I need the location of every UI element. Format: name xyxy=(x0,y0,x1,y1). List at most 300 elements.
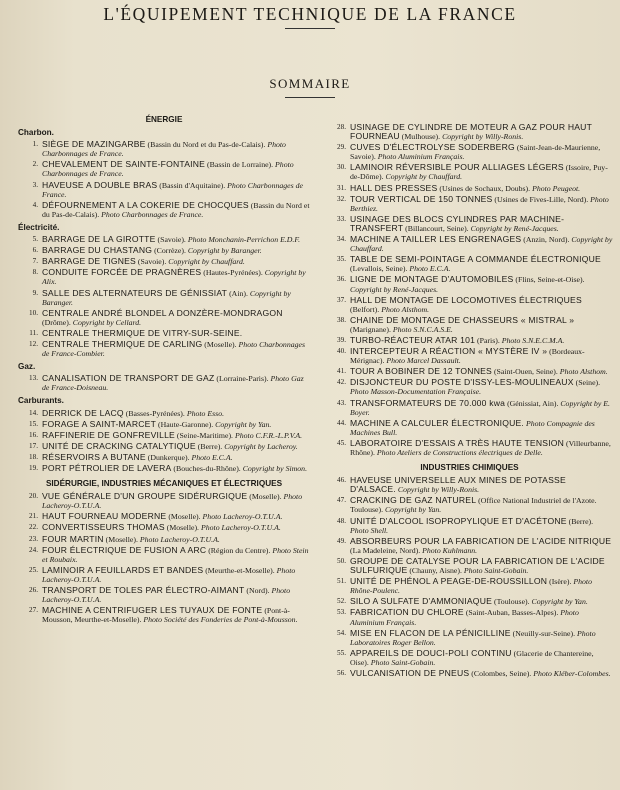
entry-credit: Photo Alsthom. xyxy=(381,304,430,314)
entry-location: (Moselle). xyxy=(166,512,203,522)
entry-number: 20. xyxy=(29,492,38,501)
entry-title: HAVEUSE UNIVERSELLE AUX MINES DE POTASSE D'ALSACE. xyxy=(350,475,566,495)
entry-title: CHAINE DE MONTAGE DE CHASSEURS « MISTRAL » xyxy=(350,314,575,325)
toc-entry xyxy=(18,546,310,564)
entry-text xyxy=(42,409,310,418)
entry-text xyxy=(350,296,613,314)
entry-location: (Basses-Pyrénées). xyxy=(123,408,187,418)
toc-entry xyxy=(326,123,613,141)
toc-entry xyxy=(18,512,310,521)
toc-entry xyxy=(326,496,613,514)
entry-number: 49. xyxy=(337,536,346,545)
entry-number: 27. xyxy=(29,606,38,615)
toc-entry xyxy=(18,329,310,338)
entry-location: (Moselle). xyxy=(247,492,284,502)
entry-title: UNITÉ DE PHÉNOL A PEAGE-DE-ROUSSILLON xyxy=(350,576,548,587)
entry-location: (Moselle). xyxy=(164,523,201,533)
entry-credit: Photo Saint-Gobain. xyxy=(370,657,436,667)
entry-location: (Berre). xyxy=(566,516,594,526)
entry-text xyxy=(42,181,310,199)
entry-text xyxy=(350,537,613,555)
entry-location: (La Madeleine, Nord). xyxy=(350,545,423,555)
entry-title: FOUR ÉLECTRIQUE DE FUSION A ARC xyxy=(42,544,207,555)
entry-title: TOUR A BOBINER DE 12 TONNES xyxy=(350,366,492,377)
entry-number: 36. xyxy=(337,275,346,284)
entry-title: FORAGE A SAINT-MARCET xyxy=(42,418,157,429)
entry-title: UNITÉ D'ALCOOL ISOPROPYLIQUE ET D'ACÉTONE xyxy=(350,515,567,526)
toc-entry xyxy=(326,195,613,213)
entry-title: PORT PÉTROLIER DE LAVERA xyxy=(42,463,172,473)
entry-text xyxy=(350,496,613,514)
entry-credit: Copyright by Alix. xyxy=(42,268,306,287)
category-heading: Électricité. xyxy=(18,222,60,232)
entry-title: MACHINE A TAILLER LES ENGRENAGES xyxy=(350,234,522,245)
entry-number: 52. xyxy=(337,597,346,606)
entry-number: 7. xyxy=(32,257,38,266)
toc-entry xyxy=(326,476,613,494)
entry-location: (Moselle). xyxy=(202,339,239,349)
entry-credit: Photo Charbonnages de France. xyxy=(101,209,204,219)
page-title: L'ÉQUIPEMENT TECHNIQUE DE LA FRANCE xyxy=(103,4,517,24)
entry-title: APPAREILS DE DOUCI-POLI CONTINU xyxy=(350,647,512,658)
entry-text xyxy=(42,340,310,358)
toc-entry xyxy=(326,215,613,233)
entry-credit: Photo Stein et Roubaix. xyxy=(42,545,309,564)
entry-location: (Moselle). xyxy=(103,534,140,544)
entry-text xyxy=(350,347,613,365)
entry-credit: Photo Lacheroy-O.T.U.A. xyxy=(139,534,220,544)
entry-credit: Copyright by Yan. xyxy=(531,597,588,607)
toc-entry xyxy=(326,143,613,161)
entry-title: HAUT FOURNEAU MODERNE xyxy=(42,511,167,522)
entry-title: DERRICK DE LACQ xyxy=(42,407,124,418)
entry-title: BARRAGE DE TIGNES xyxy=(42,256,136,267)
entry-credit: Copyright by Lacheroy. xyxy=(224,441,298,451)
entry-text xyxy=(42,512,310,521)
entry-number: 2. xyxy=(32,160,38,169)
entry-title: CUVES D'ÉLECTROLYSE SODERBERG xyxy=(350,142,515,153)
entry-number: 4. xyxy=(32,200,38,209)
entry-number: 50. xyxy=(337,556,346,565)
entry-location: (Usines de Fives-Lille, Nord). xyxy=(492,194,591,204)
entry-title: RAFFINERIE DE GONFREVILLE xyxy=(42,429,175,440)
entry-title: USINAGE DES BLOCS CYLINDRES PAR MACHINE-TRANSFERT xyxy=(350,213,565,233)
entry-location: (Hautes-Pyrénées). xyxy=(201,268,265,278)
entry-number: 19. xyxy=(29,464,38,472)
toc-entry xyxy=(18,586,310,604)
entry-title: LIGNE DE MONTAGE D'AUTOMOBILES xyxy=(350,274,514,285)
toc-entry xyxy=(326,577,613,595)
entry-credit: Photo Monchanin-Perrichon E.D.F. xyxy=(187,235,301,245)
entry-title: DÉFOURNEMENT A LA COKERIE DE CHOCQUES xyxy=(42,199,249,210)
entry-credit: Photo Compagnie des Machines Bull. xyxy=(350,418,595,437)
entry-title: SILO A SULFATE D'AMMONIAQUE xyxy=(350,596,493,607)
entry-text xyxy=(350,184,613,193)
toc-entry xyxy=(326,235,613,253)
entry-location: (Haute-Garonne). xyxy=(156,419,216,429)
entry-location: (Bassin de Lorraine). xyxy=(205,160,276,170)
entry-number: 18. xyxy=(29,452,38,461)
entry-location: (Glacerie de Chantereine, Oise). xyxy=(350,648,594,667)
entry-location: (Bouches-du-Rhône). xyxy=(171,464,243,473)
entry-number: 42. xyxy=(337,378,346,387)
entry-text xyxy=(42,606,310,624)
toc-entry xyxy=(18,442,310,451)
entry-text xyxy=(42,201,310,219)
entry-number: 46. xyxy=(337,476,346,485)
entry-title: FABRICATION DU CHLORE xyxy=(350,607,464,618)
entry-text xyxy=(42,420,310,429)
entry-title: TURBO-RÉACTEUR ATAR 101 xyxy=(350,334,476,345)
entry-title: HAVEUSE A DOUBLE BRAS xyxy=(42,179,158,190)
entry-text xyxy=(350,316,613,334)
entry-location: (Lorraine-Paris). xyxy=(214,374,271,384)
entry-text xyxy=(350,608,613,626)
entry-text xyxy=(350,669,613,678)
entry-number: 53. xyxy=(337,608,346,617)
toc-entry xyxy=(326,597,613,606)
entry-credit: Photo Société des Fonderies de Pont-à-Mousson. xyxy=(143,615,298,625)
entry-text xyxy=(350,367,613,376)
entry-title: GROUPE DE CATALYSE POUR LA FABRICATION DE L'ACIDE SULFURIQUE xyxy=(350,555,605,576)
entry-number: 11. xyxy=(29,328,38,337)
entry-text xyxy=(350,235,613,253)
entry-credit: Photo Rhône-Poulenc. xyxy=(350,577,592,596)
entry-title: SIÈGE DE MAZINGARBE xyxy=(42,139,146,150)
left-column xyxy=(18,115,310,626)
entry-text xyxy=(350,163,613,181)
entry-text xyxy=(350,577,613,595)
entry-credit: Photo C.F.R.-L.P.V.A. xyxy=(234,430,303,440)
entry-location: (Office National Industriel de l'Azote. Toulouse). xyxy=(350,496,597,515)
entry-title: INTERCEPTEUR A RÉACTION « MYSTÈRE IV » xyxy=(350,346,548,357)
section-heading-energie: ÉNERGIE xyxy=(145,115,183,124)
toc-entry xyxy=(18,181,310,199)
entry-text xyxy=(42,535,310,544)
entry-number: 14. xyxy=(29,408,38,417)
entry-title: HALL DES PRESSES xyxy=(350,182,438,193)
entry-text xyxy=(350,123,613,141)
entry-credit: Photo Masson-Documentation Française. xyxy=(350,387,482,397)
entry-title: DISJONCTEUR DU POSTE D'ISSY-LES-MOULINEAUX xyxy=(350,377,574,388)
entry-title: VUE GÉNÉRALE D'UN GROUPE SIDÉRURGIQUE xyxy=(42,491,248,502)
entry-number: 13. xyxy=(29,374,38,383)
entry-location: (Neuilly-sur-Seine). xyxy=(510,628,577,638)
toc-entry xyxy=(18,453,310,462)
entry-credit: Copyright by E. Boyer. xyxy=(350,398,610,417)
entry-location: (Colombes, Seine). xyxy=(469,668,534,678)
title-rule xyxy=(285,28,335,29)
toc-entry xyxy=(326,669,613,678)
entry-title: TRANSPORT DE TOLES PAR ÉLECTRO-AIMANT xyxy=(42,585,245,596)
entry-location: (Corrèze). xyxy=(152,246,188,256)
entry-location: (Dunkerque). xyxy=(145,452,192,462)
entry-text xyxy=(350,378,613,396)
entry-title: LAMINOIR A FEUILLARDS ET BANDES xyxy=(42,564,204,575)
entry-text xyxy=(42,140,310,158)
entry-location: (Meurthe-et-Moselle). xyxy=(203,565,277,575)
toc-entry xyxy=(18,289,310,307)
entry-credit: Copyright by Baranger. xyxy=(187,246,262,256)
entry-credit: Photo Marcel Dassault. xyxy=(386,356,461,366)
entry-text xyxy=(42,442,310,451)
entry-credit: Photo Saint-Gobain. xyxy=(463,566,529,576)
entry-credit: Photo Laboratoires Roger Bellon. xyxy=(350,628,596,647)
entry-credit: Copyright by Willy-Ronis. xyxy=(442,132,524,142)
toc-entry xyxy=(326,255,613,273)
entry-location: (Flins, Seine-et-Oise). xyxy=(513,275,585,285)
entry-number: 15. xyxy=(29,419,38,428)
entry-number: 26. xyxy=(29,586,38,595)
entry-credit: Copyright by René-Jacques. xyxy=(350,284,439,294)
toc-entry xyxy=(18,374,310,392)
entry-text xyxy=(42,160,310,178)
entry-location: (Berre). xyxy=(195,441,225,451)
entry-text xyxy=(42,309,310,327)
entry-number: 40. xyxy=(337,347,346,356)
entry-number: 41. xyxy=(337,367,346,376)
entry-title: CENTRALE THERMIQUE DE VITRY-SUR-SEINE. xyxy=(42,327,243,338)
entry-text xyxy=(350,629,613,647)
entry-credit: Copyright by Simon. xyxy=(242,464,308,473)
entry-number: 33. xyxy=(337,214,346,223)
entry-location: (Billancourt, Seine). xyxy=(403,223,471,233)
entry-text xyxy=(42,431,310,440)
toc-entry xyxy=(326,399,613,417)
section-heading-chimie: INDUSTRIES CHIMIQUES xyxy=(420,463,519,473)
entry-text xyxy=(42,374,310,392)
entry-location: (Pont-à-Mousson, Meurthe-et-Moselle). xyxy=(42,606,290,625)
entry-text xyxy=(42,492,310,510)
entry-credit: Copyright by Chauffard. xyxy=(350,235,613,254)
entry-text xyxy=(350,195,613,213)
entry-location: (Savoie). xyxy=(155,235,188,245)
entry-text xyxy=(350,557,613,575)
toc-entry xyxy=(18,420,310,429)
entry-title: CONVERTISSEURS THOMAS xyxy=(42,522,165,533)
toc-entry xyxy=(18,201,310,219)
entry-location: (Saint-Auban, Basses-Alpes). xyxy=(463,608,561,618)
entry-credit: Photo Charbonnages de France. xyxy=(42,140,286,159)
entry-credit: Copyright by Yan. xyxy=(215,419,272,429)
entry-credit: Photo S.N.E.C.M.A. xyxy=(501,335,565,345)
entry-location: (Villeurbanne, Rhône). xyxy=(350,438,611,457)
entry-number: 56. xyxy=(337,668,346,677)
entry-location: (Nord). xyxy=(244,586,272,596)
entry-text xyxy=(350,399,613,417)
toc-entry xyxy=(18,160,310,178)
entry-credit: Photo Berthiez. xyxy=(350,194,609,213)
entry-location: (Belfort). xyxy=(350,304,382,314)
toc-entry xyxy=(326,419,613,437)
entry-title: SALLE DES ALTERNATEURS DE GÉNISSIAT xyxy=(42,287,228,298)
entry-text xyxy=(42,464,310,473)
entry-location: (Drôme). xyxy=(42,317,73,327)
entry-credit: Photo S.N.C.A.S.E. xyxy=(392,324,453,334)
toc-entry xyxy=(326,537,613,555)
entry-title: ABSORBEURS POUR LA FABRICATION DE L'ACIDE NITRIQUE xyxy=(350,535,612,546)
entry-credit: Photo Kuhlmann. xyxy=(422,545,478,555)
entry-text xyxy=(42,566,310,584)
toc-entry xyxy=(18,409,310,418)
entry-number: 48. xyxy=(337,516,346,525)
entry-number: 10. xyxy=(29,308,38,317)
entry-location: (Saint-Ouen, Seine). xyxy=(492,367,560,377)
entry-location: (Bordeaux-Mérignac). xyxy=(350,347,585,366)
entry-credit: Copyright by Chauffard. xyxy=(385,172,463,182)
toc-entry xyxy=(326,336,613,345)
entry-number: 45. xyxy=(337,438,346,447)
entry-location: (Mulhouse). xyxy=(399,132,443,142)
entry-location: (Seine). xyxy=(573,378,601,388)
entry-number: 21. xyxy=(29,512,38,521)
toc-entry xyxy=(326,649,613,667)
entry-number: 9. xyxy=(32,288,38,297)
entry-number: 44. xyxy=(337,418,346,427)
entry-location: (Chauny, Aisne). xyxy=(407,566,464,576)
entry-credit: Copyright by René-Jacques. xyxy=(470,223,559,233)
toc-entry xyxy=(326,275,613,293)
entry-location: (Bassin du Nord et du Pas-de-Calais). xyxy=(145,140,268,150)
entry-credit: Photo Charbonnages de France. xyxy=(42,160,294,179)
entry-number: 3. xyxy=(32,180,38,189)
entry-title: LABORATOIRE D'ESSAIS A TRÈS HAUTE TENSION xyxy=(350,437,565,448)
entry-text xyxy=(42,289,310,307)
entry-location: (Paris). xyxy=(475,335,502,345)
entry-title: CHEVALEMENT DE SAINTE-FONTAINE xyxy=(42,159,206,170)
entry-credit: Photo Ateliers de Constructions électriques de Delle. xyxy=(376,448,543,457)
entry-number: 39. xyxy=(337,335,346,344)
entry-number: 28. xyxy=(337,123,346,131)
entry-location: (Bassin du Nord et du Pas-de-Calais). xyxy=(42,200,310,219)
entry-location: (Saint-Jean-de-Maurienne, Savoie). xyxy=(350,143,601,162)
entry-credit: Photo Aluminium Français. xyxy=(350,608,579,627)
entry-text xyxy=(42,268,310,286)
entry-credit: Photo E.C.A. xyxy=(409,264,451,274)
entry-title: MACHINE A CALCULER ÉLECTRONIQUE. xyxy=(350,417,525,428)
toc-entry xyxy=(18,492,310,510)
entry-text xyxy=(350,143,613,161)
entry-text xyxy=(42,453,310,462)
entry-credit: Photo E.C.A. xyxy=(191,452,233,462)
entry-text xyxy=(350,476,613,494)
entry-credit: Photo Shell. xyxy=(350,525,389,535)
toc-entry xyxy=(18,431,310,440)
entry-credit: Photo Lacheroy-O.T.U.A. xyxy=(42,492,303,511)
entry-number: 38. xyxy=(337,315,346,324)
toc-entry xyxy=(18,606,310,624)
entry-title: FOUR MARTIN xyxy=(42,533,104,544)
entry-credit: Copyright by Baranger. xyxy=(42,288,291,307)
entry-location: (Ain). xyxy=(227,288,250,298)
entry-title: HALL DE MONTAGE DE LOCOMOTIVES ÉLECTRIQUES xyxy=(350,294,582,305)
entry-number: 1. xyxy=(32,140,38,149)
entry-credit: Photo Lacheroy-O.T.U.A. xyxy=(42,565,296,584)
toc-entry xyxy=(326,367,613,376)
entry-credit: Photo Charbonnages de France-Combier. xyxy=(42,339,306,359)
entry-text xyxy=(350,649,613,667)
entry-text xyxy=(42,546,310,564)
entry-title: USINAGE DE CYLINDRE DE MOTEUR A GAZ POUR HAUT FOURNEAU xyxy=(350,122,592,142)
entry-title: TABLE DE SEMI-POINTAGE A COMMANDE ÉLECTRONIQUE xyxy=(350,254,601,265)
entry-text xyxy=(350,419,613,437)
sommaire-rule xyxy=(285,97,335,98)
entry-credit: Photo Kléber-Colombes. xyxy=(533,668,611,678)
toc-entry xyxy=(18,235,310,244)
entry-text xyxy=(42,235,310,244)
entry-credit: Photo Alsthom. xyxy=(559,367,608,377)
toc-entry xyxy=(326,316,613,334)
entry-credit: Photo Peugeot. xyxy=(532,183,581,193)
entry-location: (Isère). xyxy=(547,577,574,587)
entry-credit: Copyright by Willy-Ronis. xyxy=(397,485,480,495)
entry-number: 54. xyxy=(337,628,346,637)
entry-title: CANALISATION DE TRANSPORT DE GAZ xyxy=(42,373,215,384)
entry-text xyxy=(350,517,613,535)
entry-number: 22. xyxy=(29,523,38,532)
entry-text xyxy=(42,329,310,338)
entry-text xyxy=(350,255,613,273)
right-column xyxy=(326,123,613,680)
entry-number: 30. xyxy=(337,163,346,172)
toc-entry xyxy=(18,464,310,473)
entry-credit: Photo Lacheroy-O.T.U.A. xyxy=(42,586,291,605)
entry-credit: Photo Lacheroy-O.T.U.A. xyxy=(202,512,283,522)
entry-text xyxy=(350,215,613,233)
toc-entry xyxy=(18,566,310,584)
category-heading: Charbon. xyxy=(18,128,54,138)
entry-text xyxy=(350,275,613,293)
entry-text xyxy=(42,586,310,604)
entry-location: (Usines de Sochaux, Doubs). xyxy=(437,183,533,193)
entry-credit: Photo Lacheroy-O.T.U.A. xyxy=(200,523,281,533)
toc-entry xyxy=(326,378,613,396)
toc-entry xyxy=(18,523,310,532)
entry-number: 8. xyxy=(32,268,38,277)
entry-text xyxy=(42,246,310,255)
entry-number: 31. xyxy=(337,183,346,192)
entry-number: 34. xyxy=(337,235,346,244)
entry-location: (Toulouse). xyxy=(492,597,532,607)
entry-title: TOUR VERTICAL DE 150 TONNES xyxy=(350,193,493,204)
entry-title: CRACKING DE GAZ NATUREL xyxy=(350,495,477,506)
entry-credit: Photo Gaz de France-Doisneau. xyxy=(42,374,304,393)
entry-number: 5. xyxy=(32,235,38,244)
entry-number: 43. xyxy=(337,398,346,407)
entry-credit: Photo Aluminium Français. xyxy=(377,152,465,162)
entry-location: (Seine-Maritime). xyxy=(174,430,235,440)
toc-entry xyxy=(326,608,613,626)
entry-location: (Anzin, Nord). xyxy=(521,235,572,245)
entry-number: 17. xyxy=(29,441,38,450)
entry-location: (Marignane). xyxy=(350,324,393,334)
entry-text xyxy=(350,439,613,457)
entry-text xyxy=(350,336,613,345)
entry-title: LAMINOIR RÉVERSIBLE POUR ALLIAGES LÉGERS xyxy=(350,162,564,173)
entry-credit: Copyright by Cellard. xyxy=(72,317,142,327)
entry-text xyxy=(42,257,310,266)
entry-location: (Levallois, Seine). xyxy=(350,264,410,274)
entry-title: MISE EN FLACON DE LA PÉNICILLINE xyxy=(350,627,511,638)
entry-number: 16. xyxy=(29,430,38,439)
entry-number: 29. xyxy=(337,143,346,152)
entry-title: VULCANISATION DE PNEUS xyxy=(350,667,470,678)
entry-number: 32. xyxy=(337,194,346,203)
entry-title: MACHINE A CENTRIFUGER LES TUYAUX DE FONTE xyxy=(42,605,263,616)
entry-credit: Copyright by Chauffard. xyxy=(168,257,245,267)
entry-number: 55. xyxy=(337,648,346,657)
toc-entry xyxy=(326,296,613,314)
